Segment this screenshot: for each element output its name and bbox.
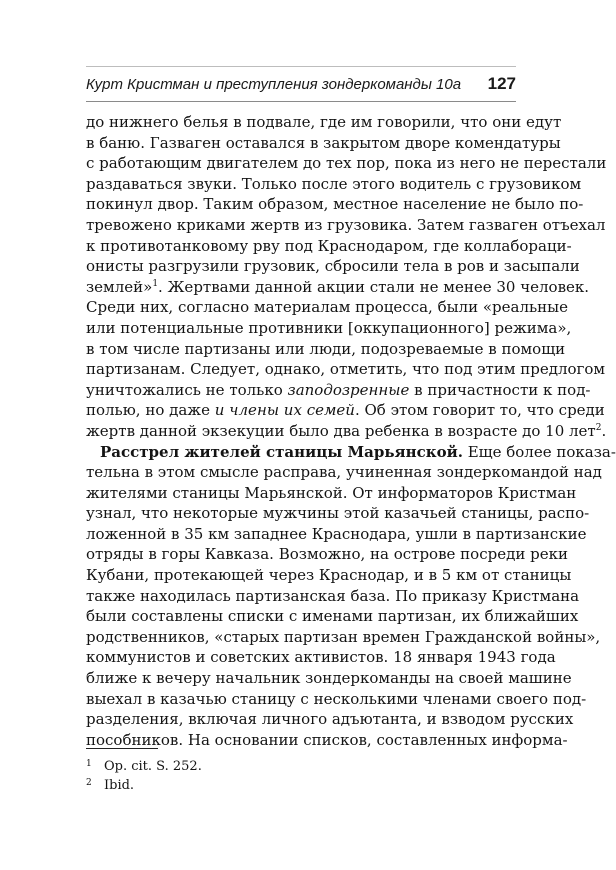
running-title: Курт Кристман и преступления зондеркоманды 10а [86,75,462,93]
text-line: коммунистов и советских активистов. 18 января 1943 года [86,648,556,667]
text-line: Среди них, согласно материалам процесса, были «реальные [86,298,568,317]
text-line: землей»$^1$. Жертвами данной акции стали не менее 30 человек. [86,277,590,296]
footnotes [86,757,516,795]
footnote [86,757,516,776]
text-line: также находилась партизанская база. По приказу Кристмана [86,586,580,605]
text-line: ложенной в 35 км западнее Краснодара, ушли в партизанские [86,524,587,543]
text-line: Кубани, протекающей через Краснодар, и в 5 км от станицы [86,566,572,585]
text-line: уничтожались не только заподозренные в причастности к под- [86,380,591,399]
text-line: онисты разгрузили грузовик, сбросили тела в ров и засыпали [86,257,580,276]
text-line: или потенциальные противники [оккупационного] режима», [86,318,572,337]
text-line: к противотанковому рву под Краснодаром, где коллаборaци- [86,236,572,255]
text-line: раздаваться звуки. Только после этого водитель с грузовиком [86,174,582,193]
footnote [86,776,516,795]
footnote-ref: 1 [152,278,159,289]
text-line: пособников. На основании списков, составленных информа- [86,730,568,749]
text-line: партизанам. Следует, однако, отметить, что под этим предлогом [86,360,606,379]
text-line: покинул двор. Таким образом, местное население не было по- [86,195,584,214]
text-line: тревожено криками жертв из грузовика. Затем газваген отъехал [86,215,606,234]
text-line: выехал в казачью станицу с несколькими членами своего под- [86,689,587,708]
text-line: в баню. Газваген оставался в закрытом дворе комендатуры [86,133,561,152]
section-heading: Расстрел жителей станицы Марьянской. [100,442,463,461]
footnote-text: Op. cit. S. 252. [104,759,202,774]
footnote-number: 1 [86,759,92,769]
footnote-divider [86,748,158,749]
page-number: 127 [487,74,516,93]
text-line: в том числе партизаны или люди, подозреваемые в помощи [86,339,566,358]
text-line: ближе к вечеру начальник зондеркоманды на своей машине [86,669,572,688]
text-line: Расстрел жителей станицы Марьянской. Еще более показа- [100,442,616,461]
emphasis: и члены их семей [214,401,355,420]
text-line: тельна в этом смысле расправа, учиненная зондеркомандой над [86,463,602,482]
footnote-number: 2 [86,778,92,788]
text-line: жителями станицы Марьянской. От информаторов Кристман [86,483,577,502]
page-header [86,66,516,102]
emphasis: заподозренные [287,380,410,399]
text-line: жертв данной экзекуции было два ребенка в возрасте до 10 лет$^2$. [86,421,607,440]
footnote-text: Ibid. [104,778,135,793]
text-line: родственников, «старых партизан времен Гражданской войны», [86,627,601,646]
text-line: были составлены списки с именами партизан, их ближайших [86,607,579,626]
text-line: с работающим двигателем до тех пор, пока из него не перестали [86,154,607,173]
text-line: узнал, что некоторые мужчины этой казачьей станицы, распо- [86,504,590,523]
body-text [86,112,616,750]
text-line: отряды в горы Кавказа. Возможно, на острове посреди реки [86,545,568,564]
text-line: разделения, включая личного адъютанта, и взводом русских [86,710,574,729]
text-line: до нижнего белья в подвале, где им говорили, что они едут [86,113,562,131]
text-line: полью, но даже и члены их семей. Об этом говорит то, что среди [86,401,605,420]
footnote-ref: 2 [595,422,602,433]
